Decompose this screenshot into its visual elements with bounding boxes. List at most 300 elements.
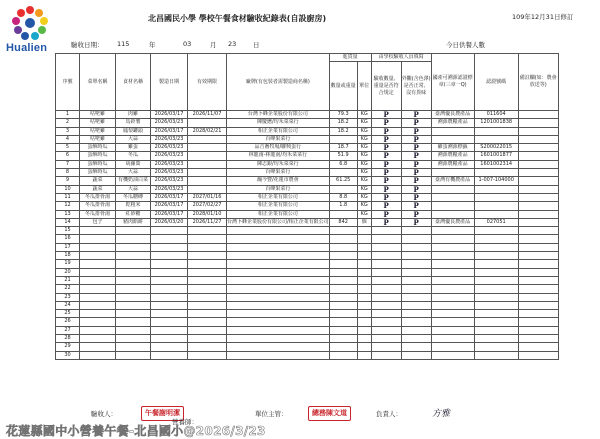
cell-mfg: 2026/03/23 (151, 144, 188, 152)
cell-inspect: P (371, 218, 401, 226)
cell-empty (371, 293, 401, 301)
cell-dish: 蔬菜 (80, 185, 116, 193)
cell-empty (188, 310, 227, 318)
cell-empty (227, 235, 330, 243)
cell-empty (80, 318, 116, 326)
cell-empty (431, 268, 474, 276)
cell-empty (116, 318, 151, 326)
cell-empty (227, 227, 330, 235)
cell-empty (371, 276, 401, 284)
cell-note (518, 160, 558, 168)
cell-cert: 雞蛋溯源標籤 (431, 144, 474, 152)
cell-empty (431, 318, 474, 326)
cell-dish: 冬瓜排骨湯 (80, 202, 116, 210)
cell-dish: 蛋酥時瓜 (80, 160, 116, 168)
cell-empty (431, 235, 474, 243)
cell-vendor: 相正企業有限公司 (227, 210, 330, 218)
cell-unit: KG (357, 193, 371, 201)
cell-empty (80, 351, 116, 359)
cell-empty (371, 335, 401, 343)
cell-inspect: P (371, 169, 401, 177)
cell-seq: 21 (56, 276, 80, 284)
cell-empty (357, 351, 371, 359)
cell-note (518, 127, 558, 135)
cell-cert (431, 193, 474, 201)
cell-empty (401, 285, 431, 293)
cell-empty (401, 301, 431, 309)
cell-seq: 6 (56, 152, 80, 160)
cell-empty (151, 227, 188, 235)
cell-empty (371, 227, 401, 235)
table-row (56, 193, 559, 201)
inspector-label: 驗收人： (91, 410, 117, 418)
cell-empty (401, 227, 431, 235)
cell-empty (116, 268, 151, 276)
cell-empty (116, 310, 151, 318)
cell-empty (401, 260, 431, 268)
cell-appear: P (401, 193, 431, 201)
cell-food: 鳳梨罐頭 (116, 127, 151, 135)
cell-unit: KG (357, 119, 371, 127)
cell-empty (80, 260, 116, 268)
cell-empty (188, 252, 227, 260)
cell-empty (116, 351, 151, 359)
cell-empty (227, 326, 330, 334)
cell-mfg: 2026/03/17 (151, 202, 188, 210)
cell-empty (329, 343, 357, 351)
cell-seq: 27 (56, 326, 80, 334)
cell-empty (329, 301, 357, 309)
table-row (56, 119, 559, 127)
cell-note (518, 193, 558, 201)
cell-empty (329, 326, 357, 334)
cell-empty (188, 235, 227, 243)
cell-empty (188, 293, 227, 301)
cell-cert: 溯源農糧產品 (431, 160, 474, 168)
cell-empty (329, 276, 357, 284)
cell-empty (518, 235, 558, 243)
col-cert-no: 認證號碼 (474, 54, 518, 111)
cell-cert (431, 169, 474, 177)
cell-empty (401, 343, 431, 351)
cell-mfg: 2026/03/17 (151, 193, 188, 201)
cell-appear: P (401, 119, 431, 127)
cell-exp: 2027/01/16 (188, 193, 227, 201)
table-row-empty (56, 351, 559, 359)
cell-empty (116, 260, 151, 268)
cell-food: 胡蘿蔔 (116, 160, 151, 168)
table-row (56, 218, 559, 226)
cell-inspect: P (371, 111, 401, 119)
cell-empty (357, 285, 371, 293)
cell-mfg: 2026/03/23 (151, 160, 188, 168)
cell-qty: 1.8 (329, 202, 357, 210)
cell-empty (188, 351, 227, 359)
date-day-unit: 日 (253, 41, 260, 49)
cell-empty (329, 335, 357, 343)
cell-cert: 臺灣優良農產品 (431, 218, 474, 226)
cell-seq: 3 (56, 127, 80, 135)
cell-empty (329, 227, 357, 235)
cell-empty (371, 301, 401, 309)
cell-note (518, 169, 558, 177)
cell-empty (518, 260, 558, 268)
cell-qty: 79.3 (329, 111, 357, 119)
cell-seq: 18 (56, 252, 80, 260)
cell-certno (474, 135, 518, 143)
cell-empty (151, 326, 188, 334)
date-year-unit: 年 (149, 41, 156, 49)
cell-qty: 8.8 (329, 193, 357, 201)
cell-dish: 蛋酥時瓜 (80, 169, 116, 177)
cell-unit: KG (357, 127, 371, 135)
cell-empty (357, 343, 371, 351)
cell-empty (151, 301, 188, 309)
table-row (56, 177, 559, 185)
cell-vendor: 相正企業有限公司 (227, 202, 330, 210)
cell-seq: 12 (56, 202, 80, 210)
cell-exp (188, 177, 227, 185)
cell-unit: KG (357, 144, 371, 152)
cell-empty (227, 318, 330, 326)
cell-mfg: 2026/03/17 (151, 210, 188, 218)
cell-food: 大蒜 (116, 169, 151, 177)
table-row (56, 202, 559, 210)
cell-empty (116, 276, 151, 284)
cell-empty (80, 335, 116, 343)
cell-seq: 15 (56, 227, 80, 235)
table-row-empty (56, 310, 559, 318)
cell-empty (474, 243, 518, 251)
cell-empty (80, 285, 116, 293)
cell-mfg: 2026/03/17 (151, 127, 188, 135)
table-row-empty (56, 276, 559, 284)
cell-empty (151, 310, 188, 318)
cell-note (518, 119, 558, 127)
cell-empty (401, 252, 431, 260)
cell-empty (151, 252, 188, 260)
served-count-label: 今日供餐人數 (446, 41, 485, 49)
cell-empty (518, 335, 558, 343)
cell-empty (116, 301, 151, 309)
cell-exp: 2026/11/07 (188, 111, 227, 119)
cell-empty (151, 293, 188, 301)
cell-qty (329, 210, 357, 218)
cell-unit: KG (357, 160, 371, 168)
cell-seq: 23 (56, 293, 80, 301)
cell-certno (474, 202, 518, 210)
cell-certno (474, 169, 518, 177)
cell-food: 冬瓜糖磚 (116, 193, 151, 201)
cell-seq: 29 (56, 343, 80, 351)
cell-empty (357, 243, 371, 251)
table-row (56, 152, 559, 160)
principal-label: 負責人： (376, 410, 402, 418)
col-food: 食材名稱 (116, 54, 151, 111)
revision-date: 109年12月31日修訂 (512, 13, 574, 21)
cell-dish: 冬瓜排骨湯 (80, 193, 116, 201)
cell-certno (474, 127, 518, 135)
cell-empty (518, 268, 558, 276)
cell-empty (188, 268, 227, 276)
cell-unit: KG (357, 169, 371, 177)
cell-empty (474, 276, 518, 284)
cell-empty (80, 326, 116, 334)
table-row-empty (56, 318, 559, 326)
cell-empty (357, 276, 371, 284)
cell-note (518, 144, 558, 152)
cell-certno (474, 185, 518, 193)
cell-empty (371, 351, 401, 359)
cell-inspect: P (371, 127, 401, 135)
cell-empty (357, 260, 371, 268)
col-unit: 單位 (357, 62, 371, 111)
unit-head-label: 單位主管： (255, 410, 288, 418)
cell-empty (227, 252, 330, 260)
cell-qty (329, 169, 357, 177)
cell-note (518, 202, 558, 210)
cell-empty (474, 301, 518, 309)
cell-exp (188, 119, 227, 127)
cell-empty (151, 343, 188, 351)
cell-seq: 14 (56, 218, 80, 226)
table-row (56, 111, 559, 119)
cell-inspect: P (371, 193, 401, 201)
table-row-empty (56, 227, 559, 235)
cell-note (518, 111, 558, 119)
cell-food: 紅砂糖 (116, 210, 151, 218)
cell-exp: 2028/02/21 (188, 127, 227, 135)
cell-empty (474, 268, 518, 276)
table-row-empty (56, 301, 559, 309)
table-body (56, 111, 559, 227)
cell-unit: KG (357, 152, 371, 160)
cell-empty (518, 351, 558, 359)
logo-text: Hualien (6, 42, 48, 54)
cell-food: 雞蛋 (116, 144, 151, 152)
cell-vendor: 百峰果菜行 (227, 185, 330, 193)
cell-empty (357, 293, 371, 301)
cell-empty (151, 276, 188, 284)
cell-empty (371, 285, 401, 293)
cell-note (518, 185, 558, 193)
cell-unit: KG (357, 135, 371, 143)
cell-empty (329, 268, 357, 276)
cell-empty (357, 252, 371, 260)
cell-empty (518, 252, 558, 260)
cell-seq: 8 (56, 169, 80, 177)
cell-empty (474, 293, 518, 301)
cell-empty (357, 310, 371, 318)
col-note: 備註欄(如：農會放送等) (518, 54, 558, 111)
cell-food: 馬鈴薯 (116, 119, 151, 127)
unit-head-stamp: 總務陳文道 (308, 406, 351, 421)
cell-empty (227, 276, 330, 284)
principal-signature: 方雅 (432, 409, 451, 419)
cell-empty (518, 243, 558, 251)
cell-appear: P (401, 135, 431, 143)
cell-note (518, 135, 558, 143)
col-seq: 序號 (56, 54, 80, 111)
cell-empty (518, 310, 558, 318)
cell-food: 乾粗米 (116, 202, 151, 210)
cell-empty (371, 310, 401, 318)
cell-seq: 24 (56, 301, 80, 309)
cell-empty (474, 252, 518, 260)
cell-exp (188, 185, 227, 193)
cell-dish: 蔬菜 (80, 177, 116, 185)
cell-dish: 咕咾雞 (80, 111, 116, 119)
cell-vendor: 台灣卜蜂企業股份有限公司/相正企業有限公司 (227, 218, 329, 225)
cell-empty (227, 293, 330, 301)
table-row (56, 185, 559, 193)
cell-empty (401, 310, 431, 318)
table-row (56, 169, 559, 177)
cell-empty (80, 301, 116, 309)
cell-empty (116, 335, 151, 343)
cell-unit: KG (357, 177, 371, 185)
table-row-empty (56, 343, 559, 351)
col-exp-date: 有效期限 (188, 54, 227, 111)
cell-inspect: P (371, 210, 401, 218)
cell-mfg: 2026/03/17 (151, 111, 188, 119)
cell-empty (371, 235, 401, 243)
cell-empty (474, 326, 518, 334)
table-row-empty (56, 326, 559, 334)
cell-empty (151, 318, 188, 326)
cell-certno (474, 193, 518, 201)
cell-cert (431, 185, 474, 193)
cell-empty (116, 285, 151, 293)
col-inspector-group: 由學校驗收人員填寫 (371, 54, 431, 62)
cell-empty (371, 268, 401, 276)
cell-qty (329, 135, 357, 143)
cell-exp: 2028/01/10 (188, 210, 227, 218)
cell-vendor: 陳慶懋/均禾菜菜行 (227, 119, 330, 127)
cell-empty (188, 260, 227, 268)
cell-empty (474, 335, 518, 343)
cell-inspect: P (371, 160, 401, 168)
cell-food: 豬肉餡餅 (116, 218, 151, 226)
cell-empty (474, 227, 518, 235)
cell-appear: P (401, 160, 431, 168)
cell-empty (188, 276, 227, 284)
table-row-empty (56, 268, 559, 276)
cell-empty (151, 243, 188, 251)
cell-empty (431, 252, 474, 260)
cell-dish: 包子 (80, 218, 116, 226)
cell-empty (431, 276, 474, 284)
cell-empty (401, 243, 431, 251)
inspector-stamp: 午餐謝明潔 (141, 406, 184, 421)
cell-certno: 1601002314 (474, 160, 518, 168)
cell-empty (401, 351, 431, 359)
cell-empty (518, 318, 558, 326)
cell-empty (116, 326, 151, 334)
cell-empty (227, 335, 330, 343)
cell-empty (518, 293, 558, 301)
cell-empty (227, 285, 330, 293)
cell-dish: 咕咾雞 (80, 127, 116, 135)
cell-food: 大蒜 (116, 185, 151, 193)
table-row (56, 144, 559, 152)
cell-empty (188, 335, 227, 343)
cell-dish: 冬瓜排骨湯 (80, 210, 116, 218)
cell-unit: KG (357, 111, 371, 119)
table-row-empty (56, 293, 559, 301)
cell-unit: KG (357, 202, 371, 210)
cell-mfg: 2026/03/23 (151, 177, 188, 185)
cell-empty (401, 335, 431, 343)
cell-note (518, 152, 558, 160)
cell-empty (80, 268, 116, 276)
cell-empty (188, 318, 227, 326)
cell-empty (329, 293, 357, 301)
col-inspect: 驗收數量、重量是否符合規定 (371, 62, 401, 111)
cell-seq: 28 (56, 335, 80, 343)
cell-empty (329, 318, 357, 326)
cell-empty (188, 326, 227, 334)
cell-qty: 18.7 (329, 144, 357, 152)
cell-mfg: 2026/03/20 (151, 218, 188, 226)
cell-qty: 61.25 (329, 177, 357, 185)
cell-cert: 溯源農糧產品 (431, 152, 474, 160)
cell-empty (227, 268, 330, 276)
cell-empty (474, 318, 518, 326)
cell-vendor: 百峰果菜行 (227, 135, 330, 143)
cell-exp: 2026/11/27 (188, 218, 227, 226)
cell-appear: P (401, 144, 431, 152)
cell-cert (431, 135, 474, 143)
date-day: 23 (228, 40, 237, 48)
cell-seq: 2 (56, 119, 80, 127)
cell-empty (518, 276, 558, 284)
cell-cert: 臺灣優良農產品 (431, 111, 474, 119)
cell-seq: 10 (56, 185, 80, 193)
cell-empty (518, 343, 558, 351)
cell-empty (474, 343, 518, 351)
cell-appear: P (401, 177, 431, 185)
cell-qty: 51.9 (329, 152, 357, 160)
table-row-empty (56, 335, 559, 343)
cell-unit: KG (357, 185, 371, 193)
cell-appear: P (401, 218, 431, 226)
cell-vendor: 百峰果菜行 (227, 169, 330, 177)
cell-seq: 1 (56, 111, 80, 119)
col-dish: 菜單名稱 (80, 54, 116, 111)
cell-empty (401, 326, 431, 334)
cell-empty (474, 310, 518, 318)
cell-empty (188, 243, 227, 251)
cell-empty (357, 318, 371, 326)
cell-empty (431, 351, 474, 359)
cell-dish: 咕咾雞 (80, 119, 116, 127)
cell-empty (188, 301, 227, 309)
cell-exp (188, 169, 227, 177)
cell-empty (227, 351, 330, 359)
cell-seq: 17 (56, 243, 80, 251)
cell-empty (401, 293, 431, 301)
cell-empty (80, 227, 116, 235)
cell-mfg: 2026/03/23 (151, 152, 188, 160)
cell-cert (431, 127, 474, 135)
cell-empty (329, 252, 357, 260)
cell-seq: 13 (56, 210, 80, 218)
cell-cert: 臺灣有機農產品 (431, 177, 474, 185)
cell-exp (188, 144, 227, 152)
cell-food: 肉雞 (116, 111, 151, 119)
col-cert: 國產可溯源認證標章(三章一Q) (431, 54, 474, 111)
